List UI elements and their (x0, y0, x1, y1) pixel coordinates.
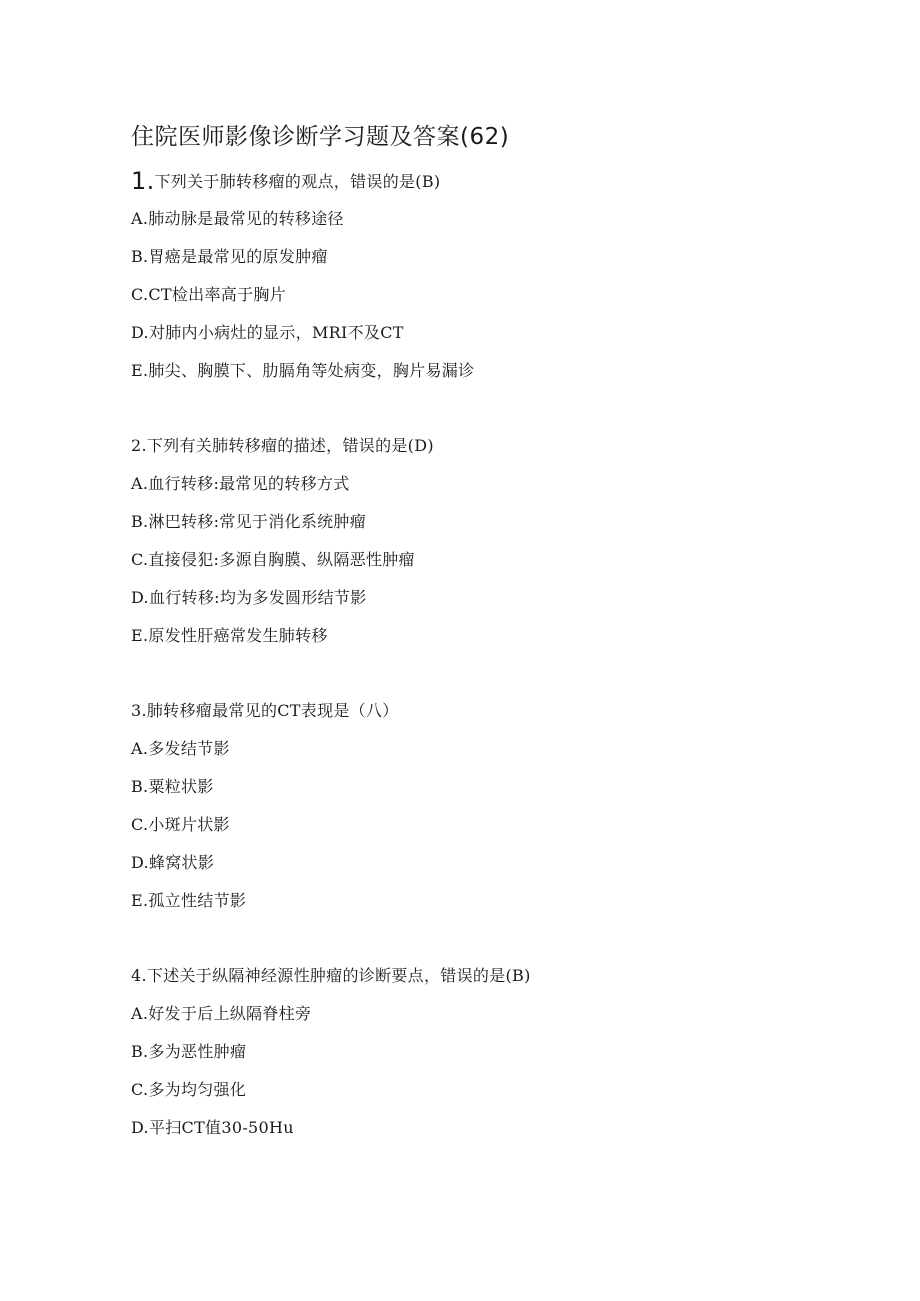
option-a: A.肺动脉是最常见的转移途径 (131, 209, 344, 228)
question-stem: 2.下列有关肺转移瘤的描述，错误的是(D) (131, 436, 434, 455)
option-b: B.粟粒状影 (131, 777, 214, 796)
question-3 (131, 692, 399, 920)
question-stem: 4.下述关于纵隔神经源性肿瘤的诊断要点，错误的是(B) (131, 966, 531, 985)
question-text: 下列关于肺转移瘤的观点，错误的是(B) (154, 172, 441, 191)
option-c: C.小斑片状影 (131, 815, 230, 834)
option-c: C.直接侵犯:多源自胸膜、纵隔恶性肿瘤 (131, 550, 415, 569)
option-c: C.CT检出率高于胸片 (131, 285, 286, 304)
option-e: E.原发性肝癌常发生肺转移 (131, 626, 328, 645)
option-d: D.平扫CT值30-50Hu (131, 1118, 294, 1137)
question-2 (131, 427, 434, 655)
option-a: A.血行转移:最常见的转移方式 (131, 474, 350, 493)
question-stem (131, 162, 474, 200)
option-e: E.肺尖、胸膜下、肋膈角等处病变，胸片易漏诊 (131, 361, 475, 380)
option-d: D.蜂窝状影 (131, 853, 215, 872)
option-b: B.淋巴转移:常见于消化系统肿瘤 (131, 512, 367, 531)
option-d: D.血行转移:均为多发圆形结节影 (131, 588, 367, 607)
question-4 (131, 957, 531, 1147)
option-b: B.胃癌是最常见的原发肿瘤 (131, 247, 328, 266)
option-b: B.多为恶性肿瘤 (131, 1042, 247, 1061)
option-c: C.多为均匀强化 (131, 1080, 247, 1099)
option-a: A.好发于后上纵隔脊柱旁 (131, 1004, 312, 1023)
option-d: D.对肺内小病灶的显示，MRI不及CT (131, 323, 404, 342)
option-e: E.孤立性结节影 (131, 891, 247, 910)
question-1 (131, 162, 474, 390)
document-title: 住院医师影像诊断学习题及答案(62) (131, 124, 510, 150)
question-stem: 3.肺转移瘤最常见的CT表现是（八） (131, 701, 399, 720)
question-number: 1. (131, 167, 155, 195)
option-a: A.多发结节影 (131, 739, 230, 758)
